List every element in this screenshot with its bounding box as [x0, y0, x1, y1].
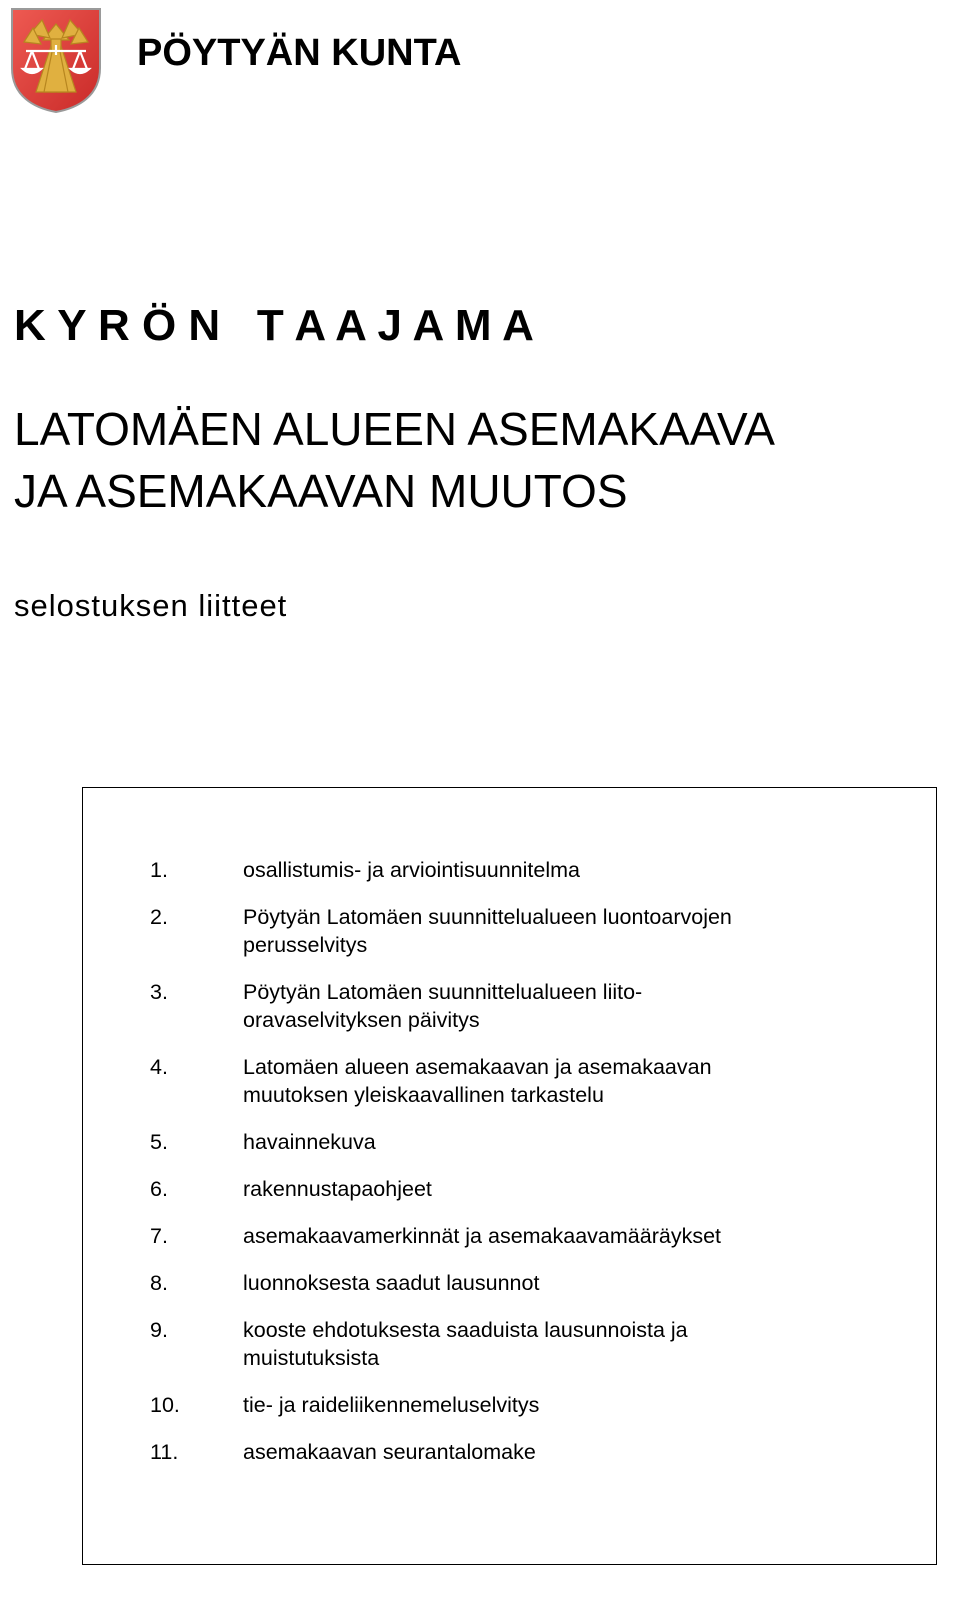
appendix-number: 2.: [150, 905, 168, 929]
document-title-line1: LATOMÄEN ALUEEN ASEMAKAAVA: [14, 403, 775, 455]
appendix-item-2: [150, 903, 870, 959]
appendix-item-4: [150, 1053, 870, 1109]
appendix-item-1: [150, 856, 870, 884]
municipality-name: PÖYTYÄN KUNTA: [137, 32, 462, 74]
appendix-number: 10.: [150, 1393, 180, 1417]
appendix-title: rakennustapaohjeet: [243, 1177, 432, 1201]
appendix-number: 7.: [150, 1224, 168, 1248]
appendix-number: 8.: [150, 1271, 168, 1295]
appendix-item-10: [150, 1391, 870, 1419]
appendix-title-line2: oravaselvityksen päivitys: [243, 1008, 480, 1032]
appendix-title: havainnekuva: [243, 1130, 376, 1154]
appendix-title-line2: muistutuksista: [243, 1346, 380, 1370]
appendix-title-line2: muutoksen yleiskaavallinen tarkastelu: [243, 1083, 604, 1107]
appendix-title: asemakaavamerkinnät ja asemakaavamääräykset: [243, 1224, 722, 1248]
document-title: [14, 398, 775, 522]
appendix-number: 4.: [150, 1055, 168, 1079]
appendix-number: 9.: [150, 1318, 168, 1342]
document-subtitle: selostuksen liitteet: [14, 588, 288, 623]
appendix-title-line1: Pöytyän Latomäen suunnittelualueen luontoarvojen: [243, 905, 732, 929]
page-header: [0, 0, 960, 120]
appendix-title: tie- ja raideliikennemeluselvitys: [243, 1393, 540, 1417]
document-title-line2: JA ASEMAKAAVAN MUUTOS: [14, 465, 628, 517]
appendix-number: 5.: [150, 1130, 168, 1154]
appendix-title: luonnoksesta saadut lausunnot: [243, 1271, 540, 1295]
appendix-item-5: [150, 1128, 870, 1156]
appendix-item-7: [150, 1222, 870, 1250]
appendix-number: 11.: [150, 1440, 179, 1464]
appendix-item-8: [150, 1269, 870, 1297]
appendix-item-6: [150, 1175, 870, 1203]
appendix-title-line1: kooste ehdotuksesta saaduista lausunnoista ja: [243, 1318, 688, 1342]
appendix-item-3: [150, 978, 870, 1034]
appendix-item-11: [150, 1438, 870, 1466]
appendix-list: [150, 856, 870, 1485]
appendix-number: 3.: [150, 980, 168, 1004]
appendix-title-line1: Latomäen alueen asemakaavan ja asemakaavan: [243, 1055, 712, 1079]
appendix-title-line1: Pöytyän Latomäen suunnittelualueen liito-: [243, 980, 643, 1004]
appendix-item-9: [150, 1316, 870, 1372]
appendix-title-line2: perusselvitys: [243, 933, 368, 957]
appendix-number: 1.: [150, 858, 168, 882]
appendix-number: 6.: [150, 1177, 168, 1201]
place-name: K Y R Ö N T A A J A M A: [14, 301, 534, 350]
appendix-title: osallistumis- ja arviointisuunnitelma: [243, 858, 580, 882]
poytya-coat-of-arms-icon: [8, 6, 104, 114]
appendix-title: asemakaavan seurantalomake: [243, 1440, 536, 1464]
